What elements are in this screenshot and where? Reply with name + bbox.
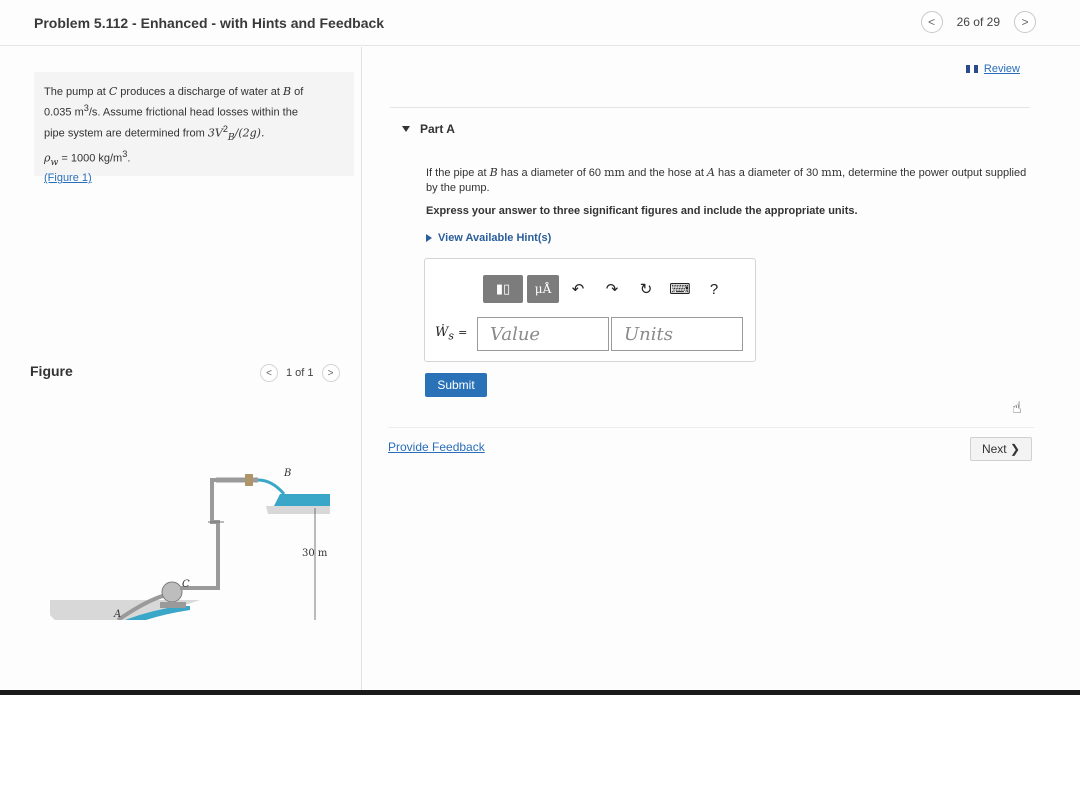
figure-count: 1 of 1 <box>286 367 314 379</box>
hint-label: View Available Hint(s) <box>438 232 552 244</box>
math: 3V <box>207 126 223 140</box>
hand-cursor-icon: ☝ <box>1012 400 1022 417</box>
unit: mm <box>821 166 843 179</box>
units-input[interactable] <box>611 317 743 351</box>
sub: w <box>50 156 59 168</box>
text: produces a discharge of water at <box>117 86 283 98</box>
reset-icon[interactable]: ↻ <box>639 281 653 298</box>
problem-line-1 <box>44 84 344 100</box>
label-height: 30 m <box>302 548 328 559</box>
sup: 3 <box>83 103 89 113</box>
expand-icon <box>426 234 432 242</box>
part-a-toggle[interactable] <box>402 122 455 136</box>
unit: mm <box>604 166 625 179</box>
text: and the hose at <box>624 167 707 179</box>
part-label: Part A <box>420 122 455 136</box>
next-figure-button[interactable]: > <box>322 364 340 382</box>
figure-heading: Figure <box>30 363 73 379</box>
text: The pump at <box>44 86 109 98</box>
rho: ρ <box>44 151 51 165</box>
blank-area <box>0 695 1080 811</box>
pipe <box>180 480 218 588</box>
review-icon <box>966 65 978 73</box>
answer-row <box>435 317 743 351</box>
redo-icon[interactable]: ↷ <box>605 281 619 298</box>
keyboard-icon[interactable]: ⌨ <box>669 281 691 298</box>
review-label: Review <box>983 63 1020 75</box>
figure-pager <box>260 364 340 382</box>
var-b: B <box>489 166 498 179</box>
prev-figure-button[interactable]: < <box>260 364 278 382</box>
problem-line-4 <box>44 146 344 171</box>
var-a: A <box>706 166 715 179</box>
units-button[interactable]: μÅ <box>527 275 559 303</box>
variable: Ẇ <box>435 325 449 341</box>
prev-problem-button[interactable]: < <box>921 11 943 33</box>
answer-box <box>424 258 756 362</box>
text: If the pipe at <box>426 167 490 179</box>
text: has a diameter of 30 <box>714 167 822 179</box>
upper-water <box>274 494 330 506</box>
label-a: A <box>114 609 122 620</box>
sub: B <box>227 131 235 143</box>
text: , determine the power output supplied by the pump. <box>426 167 1027 194</box>
pump-icon <box>162 582 182 602</box>
problem-title: Problem 5.112 - Enhanced - with Hints and Feedback <box>34 15 385 31</box>
templates-button[interactable]: ▮▯ <box>483 275 523 303</box>
pump-base <box>160 602 186 608</box>
submit-button[interactable]: Submit <box>425 373 487 397</box>
review-link[interactable] <box>966 63 1020 75</box>
part-divider <box>390 107 1030 108</box>
figure-link[interactable]: (Figure 1) <box>44 172 92 185</box>
problem-count: 26 of 29 <box>956 15 1000 29</box>
math: /(2g). <box>234 126 265 140</box>
text: has a diameter of 60 <box>497 167 605 179</box>
collapse-icon <box>402 126 410 132</box>
feedback-divider <box>388 427 1034 428</box>
water-jet <box>258 480 284 494</box>
question-text <box>426 165 1038 196</box>
text: . <box>127 152 131 165</box>
value-input[interactable] <box>477 317 609 351</box>
text: 0.035 m <box>44 106 84 119</box>
problem-line-2 <box>44 100 344 121</box>
label-c: C <box>182 579 190 590</box>
answer-variable <box>435 325 477 343</box>
sup: 2 <box>222 123 228 134</box>
problem-statement <box>34 72 354 185</box>
label-b: B <box>284 468 292 479</box>
problem-pager <box>921 11 1036 33</box>
upper-ground <box>266 506 330 514</box>
provide-feedback-link[interactable]: Provide Feedback <box>388 440 485 454</box>
help-icon[interactable]: ? <box>709 280 719 298</box>
var-c: C <box>108 85 118 98</box>
problem-line-3 <box>44 121 344 146</box>
pipe-valve <box>245 474 253 486</box>
text: pipe system are determined from <box>44 127 208 140</box>
top-header <box>0 0 1080 46</box>
text: = 1000 kg/m <box>58 152 123 165</box>
next-problem-button[interactable]: > <box>1014 11 1036 33</box>
var-b: B <box>282 85 292 98</box>
equals: = <box>458 326 468 340</box>
hint-toggle[interactable] <box>426 232 551 244</box>
sup: 3 <box>122 148 128 159</box>
undo-icon[interactable]: ↶ <box>571 281 585 298</box>
text: of <box>291 86 304 98</box>
pump-figure <box>40 410 340 620</box>
instruction-text: Express your answer to three significant figures and include the appropriate units. <box>426 205 858 217</box>
next-button[interactable]: Next ❯ <box>970 437 1032 461</box>
text: /s. Assume frictional head losses within the <box>88 106 298 119</box>
variable-sub: s <box>448 329 454 343</box>
math-toolbar <box>483 275 733 303</box>
